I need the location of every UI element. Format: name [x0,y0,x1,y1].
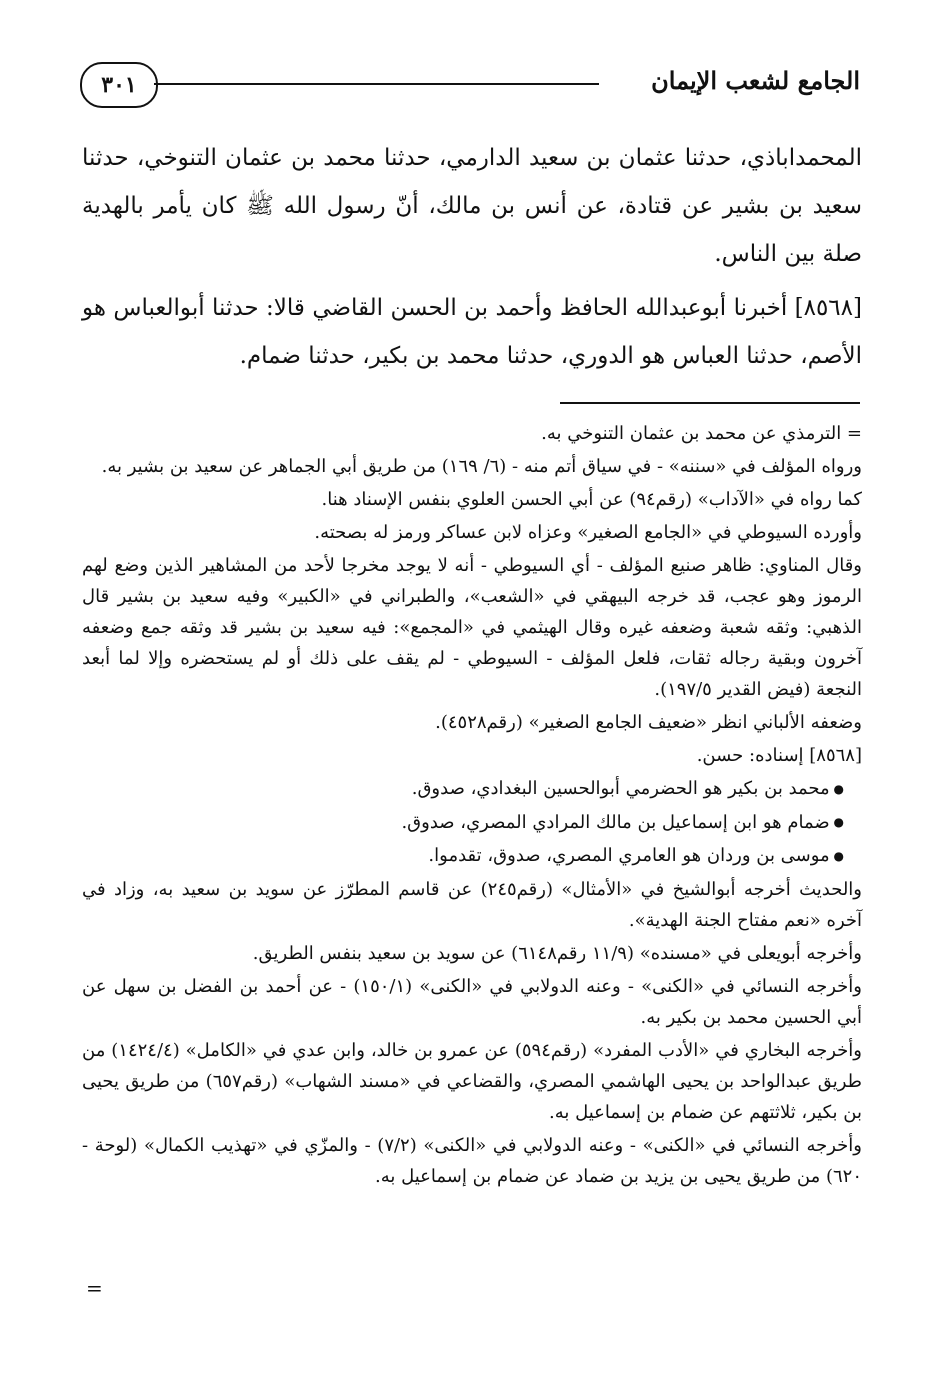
footnote-separator [560,402,860,404]
footnote-line: وأورده السيوطي في «الجامع الصغير» وعزاه لابن عساكر ورمز له بصحته. [314,522,862,543]
footnotes [82,418,862,1194]
footnote-line: ورواه المؤلف في «سننه» - في سياق أتم منه - (٦/ ١٦٩) من طريق أبي الجماهر عن سعيد بن بشير به. [101,456,862,477]
footnote-line: وأخرجه النسائي في «الكنى» - وعنه الدولابي في «الكنى» (٧/٢) - والمزّي في «تهذيب الكمال» (لوحة - ٦٢٠) من طريق يحيى بن يزيد بن ضماد عن ضمام بن إسماعيل به. [82,1134,862,1187]
footnote-line: والحديث أخرجه أبوالشيخ في «الأمثال» (رقم٢٤٥) عن قاسم المطرّز عن سويد بن سعيد به، وزاد في آخره «نعم مفتاح الجنة الهدية». [82,878,862,931]
main-paragraph: المحمداباذي، حدثنا عثمان بن سعيد الدارمي، حدثنا محمد بن عثمان التنوخي، حدثنا سعيد بن بشير عن قتادة، عن أنس بن مالك، أنّ رسول الله ﷺ كان يأمر بالهدية صلة بين الناس. [82,145,862,267]
narrator-bullet: ● موسى بن وردان هو العامري المصري، صدوق، تقدموا. [82,840,862,872]
narrator-bullet: ● محمد بن بكير هو الحضرمي أبوالحسين البغدادي، صدوق. [82,773,862,805]
footnote-line: كما رواه في «الآداب» (رقم٩٤) عن أبي الحسن العلوي بنفس الإسناد هنا. [321,489,862,510]
footnote-line: وضعفه الألباني انظر «ضعيف الجامع الصغير» (رقم٤٥٢٨). [435,712,862,733]
footnote-line: وأخرجه النسائي في «الكنى» - وعنه الدولابي في «الكنى» (١٥٠/١) - عن أحمد بن الفضل بن سهل عن أبي الحسين محمد بن بكير به. [82,975,862,1028]
footnote-line: [٨٥٦٨] إسناده: حسن. [696,745,862,766]
main-paragraph: [٨٥٦٨] أخبرنا أبوعبدالله الحافظ وأحمد بن الحسن القاضي قالا: حدثنا أبوالعباس هو الأصم، حدثنا العباس هو الدوري، حدثنا محمد بن بكير، حدثنا ضمام. [82,295,862,369]
continuation-mark: = [86,1276,103,1300]
running-title: الجامع لشعب الإيمان [651,66,860,95]
narrator-bullet: ● ضمام هو ابن إسماعيل بن مالك المرادي المصري، صدوق. [82,807,862,839]
page-number: ٣٠١ [80,62,158,108]
page-header [80,62,860,112]
footnote-line: وقال المناوي: ظاهر صنيع المؤلف - أي السيوطي - أنه لا يوجد مخرجا لأحد من المشاهير الذين وضع لهم الرموز وهو عجب، قد خرجه البيهقي في «الشعب»، والطبراني في «الكبير» وفيه سعيد بن بشير قال الذهبي: وثقه شعبة وضعفه غيره وقال الهيثمي في «المجمع»: فيه سعيد بن بشير قد وثقه جمع وضعفه آخرون وبقية رجاله ثقات، فلعل المؤلف - السيوطي - لم يقف على ذلك أو لم يستحضره وإلا لما أبعد النجعة (فيض القدير ١٩٧/٥). [82,555,862,700]
header-rule [154,83,599,85]
main-text [82,134,862,386]
footnote-line: = الترمذي عن محمد بن عثمان التنوخي به. [541,423,862,444]
footnote-line: وأخرجه أبويعلى في «مسنده» (١١/٩ رقم٦١٤٨) عن سويد بن سعيد بنفس الطريق. [252,942,862,964]
footnote-line: وأخرجه البخاري في «الأدب المفرد» (رقم٥٩٤) عن عمرو بن خالد، وابن عدي في «الكامل» (١٤٢٤/٤) من طريق عبدالواحد بن يحيى الهاشمي المصري، والقضاعي في «مسند الشهاب» (رقم٦٥٧) من طريق يحيى بن بكير، ثلاثتهم عن ضمام بن إسماعيل به. [82,1039,863,1123]
